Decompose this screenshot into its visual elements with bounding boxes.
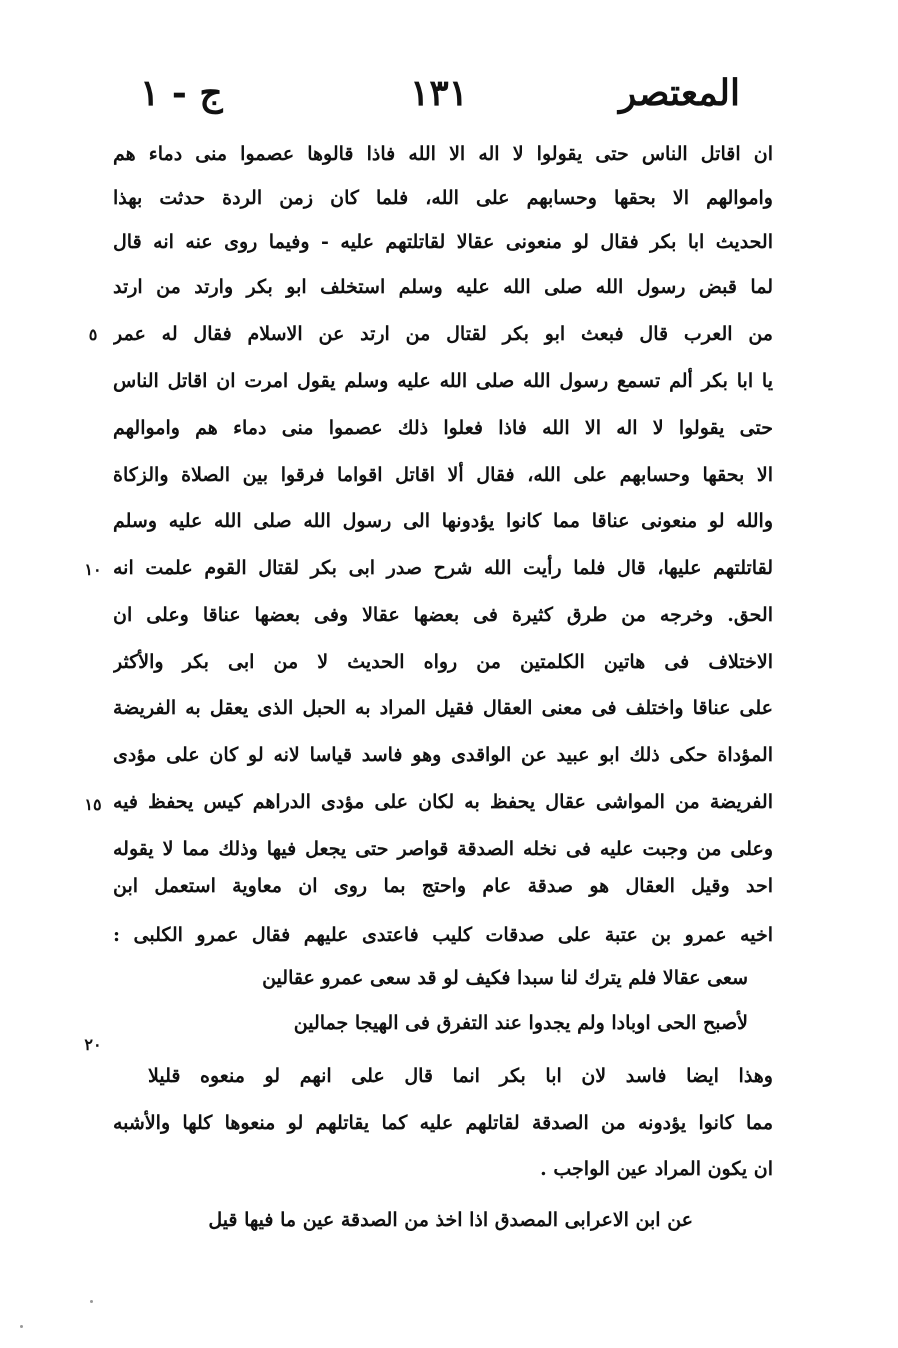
text-line-21: وهذا ايضا فاسد لان ابا بكر انما قال على انهم لو منعوه قليلا [148,1065,773,1087]
text-line-4: لما قبض رسول الله صلى الله عليه وسلم استخلف ابو بكر وارتد من ارتد [113,276,773,298]
text-line-13: على عناقا واختلف فى معنى العقال فقيل المراد به الحبل الذى يعقل به الفريضة [113,697,773,719]
text-line-17: احد وقيل العقال هو صدقة عام واحتج بما روى ان معاوية استعمل ابن [113,875,773,897]
text-line-1: ان اقاتل الناس حتى يقولوا لا اله الا الله فاذا قالوها عصموا منى دماء هم [113,143,773,165]
text-line-9: والله لو منعونى عناقا مما كانوا يؤدونها الى رسول الله صلى الله عليه وسلم [113,510,773,532]
text-line-6: يا ابا بكر ألم تسمع رسول الله صلى الله عليه وسلم يقول امرت ان اقاتل الناس [113,370,773,392]
page-header [140,72,740,122]
text-line-22: مما كانوا يؤدونه من الصدقة لقاتلهم عليه كما يقاتلهم لو منعوها كلها والأشبه [113,1112,773,1134]
text-line-5: من العرب قال فبعث ابو بكر لقتال من ارتد عن الاسلام فقال له عمر [113,323,773,345]
scan-speck [90,1300,93,1303]
page-number: ١٣١ [410,72,469,114]
text-line-3: الحديث ابا بكر فقال لو منعونى عقالا لقاتلتهم عليه - وفيما روى عنه انه قال [113,231,773,253]
volume-label: ج - ١ [140,72,223,114]
text-line-15: الفريضة من المواشى عقال يحفظ به لكان على مؤدى الدراهم كيس يحفظ فيه [113,791,773,813]
text-line-24: عن ابن الاعرابى المصدق اذا اخذ من الصدقة عين ما فيها قيل [208,1209,693,1231]
text-line-7: حتى يقولوا لا اله الا الله فاذا فعلوا ذلك عصموا منى دماء هم واموالهم [113,417,773,439]
text-line-10: لقاتلتهم عليها، قال فلما رأيت الله شرح صدر ابى بكر لقتال القوم علمت انه [113,557,773,579]
text-line-12: الاختلاف فى هاتين الكلمتين من رواه الحديث لا من ابى بكر والأكثر [113,651,773,673]
text-line-16: وعلى من وجبت عليه فى نخله الصدقة قواصر حتى يجعل فيها وذلك مما لا يقوله [113,838,773,860]
line-marker-15: ١٥ [84,795,102,814]
text-line-8: الا بحقها وحسابهم على الله، فقال ألا اقاتل اقواما فرقوا بين الصلاة والزكاة [113,464,773,486]
text-line-18: اخيه عمرو بن عتبة على صدقات كليب فاعتدى عليهم فقال عمرو الكلبى : [113,924,773,946]
text-line-2: واموالهم الا بحقها وحسابهم على الله، فلما كان زمن الردة حدثت بهذا [113,187,773,209]
verse-line-1: سعى عقالا فلم يترك لنا سبدا فكيف لو قد سعى عمرو عقالين [262,967,748,989]
line-marker-20: ٢٠ [84,1035,102,1054]
scan-speck [20,1325,23,1328]
verse-line-2: لأصبح الحى اوبادا ولم يجدوا عند التفرق فى الهيجا جمالين [293,1012,748,1034]
running-title: المعتصر [618,72,740,114]
text-line-23: ان يكون المراد عين الواجب . [540,1158,773,1180]
text-line-14: المؤداة حكى ذلك ابو عبيد عن الواقدى وهو فاسد قياسا لانه لو كان على مؤدى [113,744,773,766]
line-marker-10: ١٠ [84,560,102,579]
text-line-11: الحق. وخرجه من طرق كثيرة فى بعضها عقالا وفى بعضها عناقا وعلى ان [113,604,773,626]
line-marker-5: ٥ [88,325,98,344]
